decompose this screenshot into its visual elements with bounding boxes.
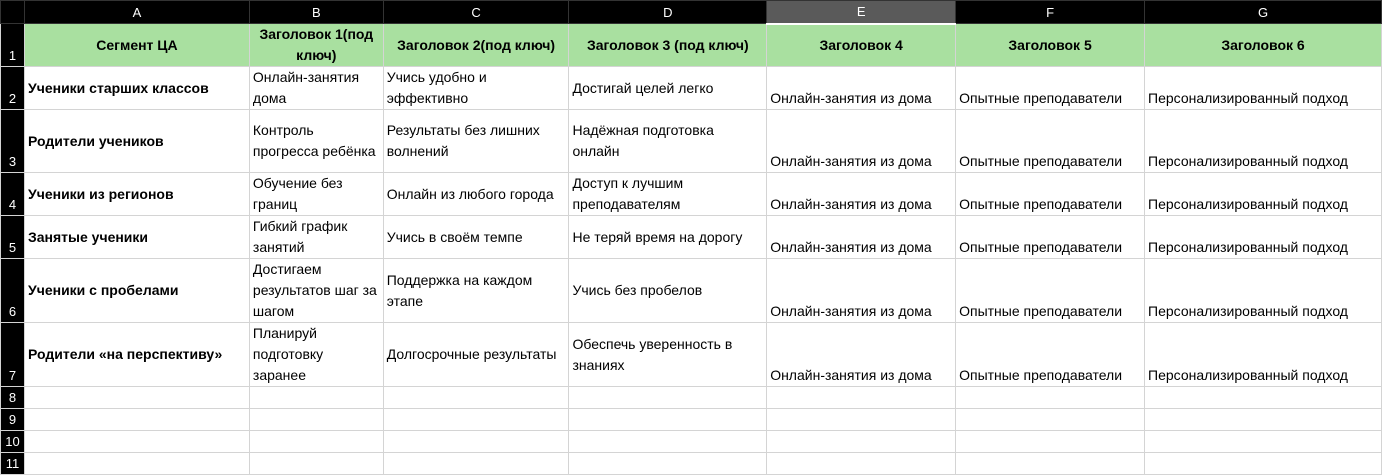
row-header[interactable]: 9 [1, 409, 25, 431]
cell-segment[interactable]: Занятые ученики [24, 216, 249, 259]
cell[interactable] [767, 453, 956, 475]
cell[interactable] [1145, 409, 1382, 431]
cell[interactable]: Достигай целей легко [569, 67, 767, 110]
row-header[interactable]: 4 [1, 173, 25, 216]
table-row [1, 173, 1382, 216]
cell[interactable] [767, 431, 956, 453]
cell[interactable]: Планируй подготовку заранее [249, 323, 383, 387]
table-row [1, 67, 1382, 110]
cell[interactable]: Поддержка на каждом этапе [383, 259, 569, 323]
cell[interactable] [956, 409, 1145, 431]
cell[interactable]: Персонализированный подход [1145, 67, 1382, 110]
cell[interactable]: Персонализированный подход [1145, 173, 1382, 216]
row-header[interactable]: 7 [1, 323, 25, 387]
cell[interactable]: Персонализированный подход [1145, 216, 1382, 259]
row-header[interactable]: 11 [1, 453, 25, 475]
cell[interactable]: Онлайн-занятия из дома [767, 323, 956, 387]
cell[interactable]: Онлайн-занятия из дома [767, 259, 956, 323]
cell[interactable]: Онлайн-занятия дома [249, 67, 383, 110]
cell[interactable]: Достигаем результатов шаг за шагом [249, 259, 383, 323]
cell[interactable] [24, 409, 249, 431]
cell[interactable] [249, 431, 383, 453]
cell[interactable]: Учись в своём темпе [383, 216, 569, 259]
row-header[interactable]: 10 [1, 431, 25, 453]
row-header[interactable]: 5 [1, 216, 25, 259]
column-header-f[interactable]: F [956, 1, 1145, 24]
cell[interactable]: Онлайн-занятия из дома [767, 67, 956, 110]
table-row [1, 453, 1382, 475]
cell[interactable]: Онлайн-занятия из дома [767, 173, 956, 216]
column-header-c[interactable]: C [383, 1, 569, 24]
cell[interactable] [956, 387, 1145, 409]
row-header[interactable]: 6 [1, 259, 25, 323]
cell[interactable] [383, 453, 569, 475]
cell-header-2[interactable]: Заголовок 2(под ключ) [383, 24, 569, 67]
cell[interactable] [569, 453, 767, 475]
cell[interactable] [383, 431, 569, 453]
cell[interactable]: Персонализированный подход [1145, 323, 1382, 387]
cell[interactable] [249, 387, 383, 409]
cell-header-6[interactable]: Заголовок 6 [1145, 24, 1382, 67]
cell[interactable]: Опытные преподаватели [956, 323, 1145, 387]
row-header[interactable]: 3 [1, 110, 25, 173]
cell[interactable]: Контроль прогресса ребёнка [249, 110, 383, 173]
cell[interactable] [383, 409, 569, 431]
table-row [1, 431, 1382, 453]
cell[interactable] [24, 387, 249, 409]
cell[interactable]: Персонализированный подход [1145, 259, 1382, 323]
cell[interactable] [24, 453, 249, 475]
cell-segment[interactable]: Родители учеников [24, 110, 249, 173]
cell[interactable]: Онлайн-занятия из дома [767, 216, 956, 259]
cell[interactable]: Результаты без лишних волнений [383, 110, 569, 173]
cell[interactable] [956, 431, 1145, 453]
cell[interactable] [249, 409, 383, 431]
table-row [1, 259, 1382, 323]
cell[interactable]: Опытные преподаватели [956, 216, 1145, 259]
table-row [1, 216, 1382, 259]
cell[interactable] [569, 409, 767, 431]
cell[interactable]: Онлайн из любого города [383, 173, 569, 216]
table-row [1, 24, 1382, 67]
table-row [1, 409, 1382, 431]
cell[interactable]: Гибкий график занятий [249, 216, 383, 259]
cell[interactable] [1145, 431, 1382, 453]
cell[interactable] [956, 453, 1145, 475]
column-header-a[interactable]: A [24, 1, 249, 24]
cell[interactable]: Доступ к лучшим преподавателям [569, 173, 767, 216]
row-header[interactable]: 8 [1, 387, 25, 409]
cell[interactable] [767, 387, 956, 409]
row-header[interactable]: 2 [1, 67, 25, 110]
column-header-e[interactable]: E [767, 1, 956, 24]
cell-segment[interactable]: Ученики из регионов [24, 173, 249, 216]
cell[interactable]: Опытные преподаватели [956, 67, 1145, 110]
select-all-corner[interactable] [1, 1, 25, 24]
table-row [1, 387, 1382, 409]
column-header-row [1, 1, 1382, 24]
cell-header-segment[interactable]: Сегмент ЦА [24, 24, 249, 67]
cell[interactable]: Учись удобно и эффективно [383, 67, 569, 110]
cell-segment[interactable]: Ученики с пробелами [24, 259, 249, 323]
cell[interactable]: Опытные преподаватели [956, 173, 1145, 216]
cell[interactable]: Обеспечь уверенность в знаниях [569, 323, 767, 387]
cell[interactable] [249, 453, 383, 475]
cell[interactable]: Опытные преподаватели [956, 110, 1145, 173]
cell[interactable] [24, 431, 249, 453]
cell-segment[interactable]: Родители «на перспективу» [24, 323, 249, 387]
cell[interactable]: Онлайн-занятия из дома [767, 110, 956, 173]
cell[interactable]: Обучение без границ [249, 173, 383, 216]
cell-header-1[interactable]: Заголовок 1(под ключ) [249, 24, 383, 67]
column-header-b[interactable]: B [249, 1, 383, 24]
cell[interactable]: Не теряй время на дорогу [569, 216, 767, 259]
cell[interactable]: Надёжная подготовка онлайн [569, 110, 767, 173]
cell[interactable] [383, 387, 569, 409]
row-header[interactable]: 1 [1, 24, 25, 67]
cell[interactable]: Персонализированный подход [1145, 110, 1382, 173]
table-row [1, 323, 1382, 387]
cell[interactable]: Учись без пробелов [569, 259, 767, 323]
cell[interactable]: Опытные преподаватели [956, 259, 1145, 323]
cell[interactable] [1145, 387, 1382, 409]
cell[interactable] [569, 387, 767, 409]
cell-segment[interactable]: Ученики старших классов [24, 67, 249, 110]
column-header-g[interactable]: G [1145, 1, 1382, 24]
column-header-d[interactable]: D [569, 1, 767, 24]
cell[interactable]: Долгосрочные результаты [383, 323, 569, 387]
cell-header-4[interactable]: Заголовок 4 [767, 24, 956, 67]
cell-header-5[interactable]: Заголовок 5 [956, 24, 1145, 67]
table-row [1, 110, 1382, 173]
cell[interactable] [569, 431, 767, 453]
cell[interactable] [767, 409, 956, 431]
cell[interactable] [1145, 453, 1382, 475]
cell-header-3[interactable]: Заголовок 3 (под ключ) [569, 24, 767, 67]
